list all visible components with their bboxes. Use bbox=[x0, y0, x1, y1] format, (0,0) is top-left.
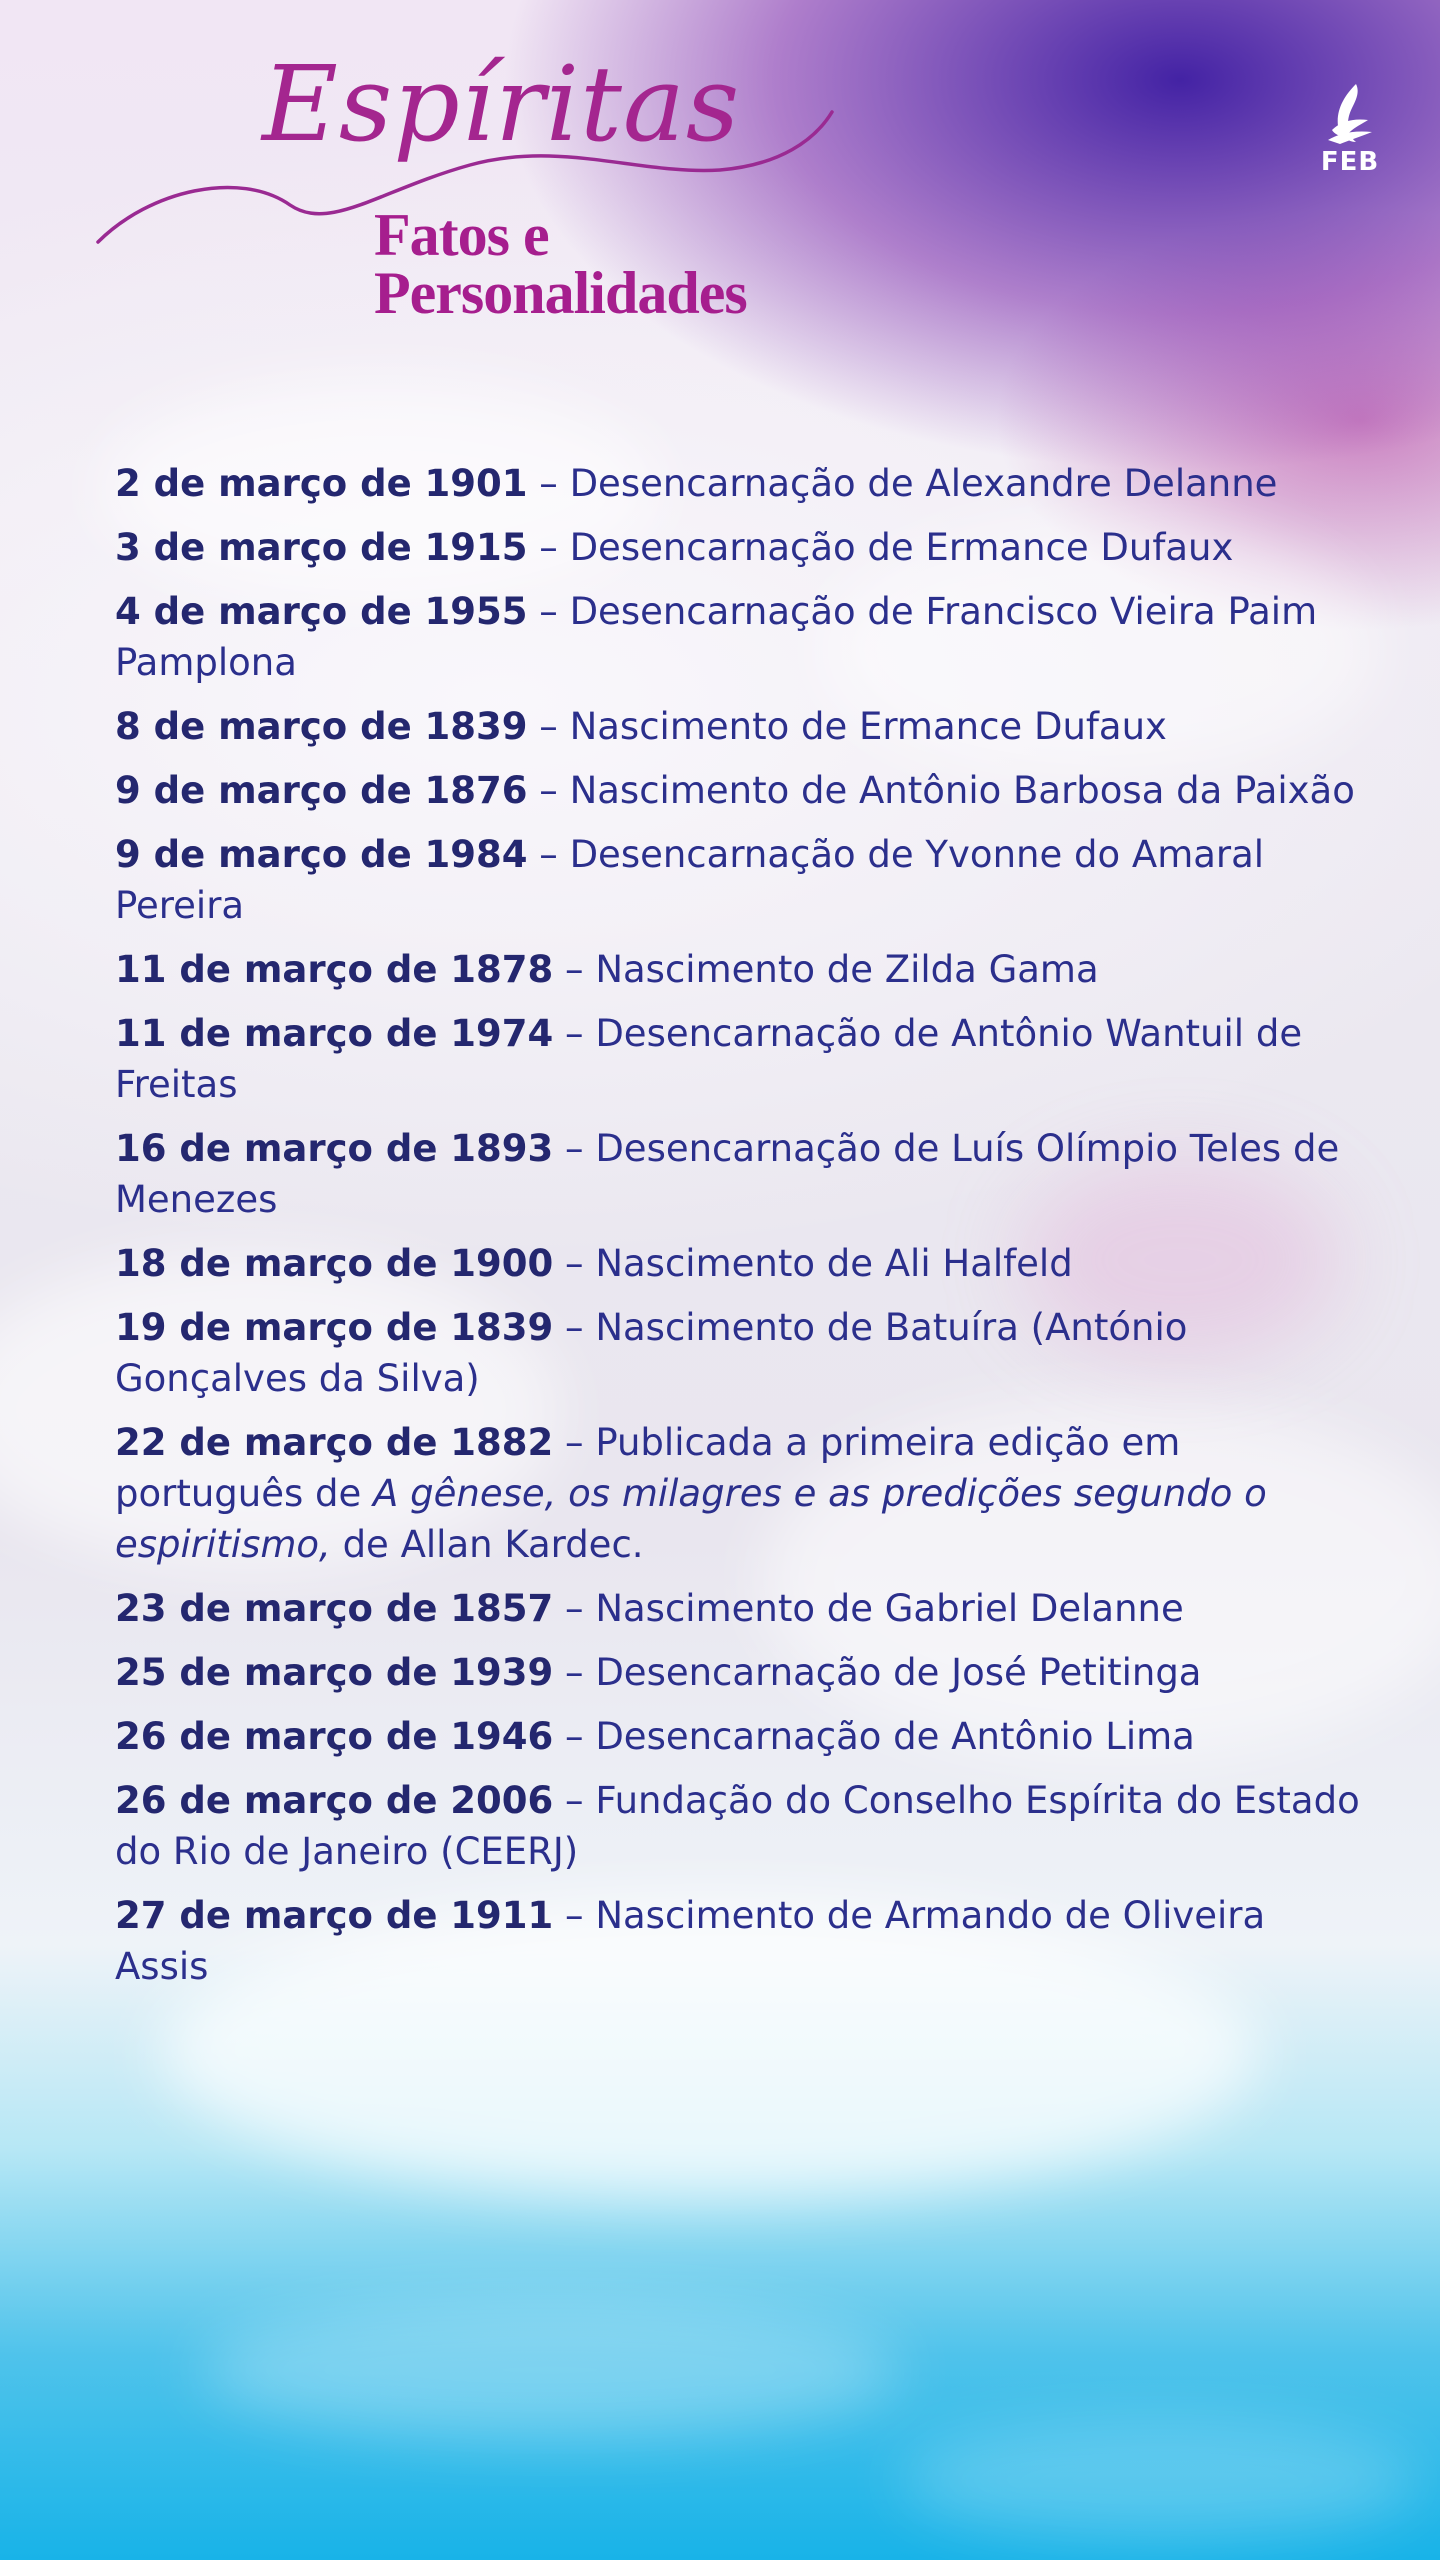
event-item bbox=[115, 458, 1365, 509]
logo-subtitle bbox=[374, 202, 747, 326]
event-description: Desencarnação de Luís Olímpio Teles de Menezes bbox=[115, 1127, 1340, 1221]
event-item bbox=[115, 1583, 1365, 1634]
feb-logo bbox=[1312, 82, 1388, 177]
event-separator: – bbox=[553, 1421, 596, 1464]
header bbox=[0, 0, 1440, 360]
event-separator: – bbox=[553, 1012, 596, 1055]
event-separator: – bbox=[527, 526, 570, 569]
event-separator: – bbox=[553, 1242, 596, 1285]
event-description: Desencarnação de Antônio Wantuil de Freitas bbox=[115, 1012, 1303, 1106]
event-item bbox=[115, 586, 1365, 688]
event-description: Nascimento de Batuíra (António Gonçalves da Silva) bbox=[115, 1306, 1188, 1400]
event-item bbox=[115, 1775, 1365, 1877]
logo-subtitle-line2: Personalidades bbox=[374, 260, 747, 326]
event-description: Nascimento de Ermance Dufaux bbox=[569, 705, 1167, 748]
event-item bbox=[115, 1123, 1365, 1225]
event-separator: – bbox=[553, 1715, 596, 1758]
event-item bbox=[115, 701, 1365, 752]
event-description-end: de Allan Kardec. bbox=[330, 1523, 644, 1566]
event-description: Desencarnação de Alexandre Delanne bbox=[569, 462, 1278, 505]
event-date: 23 de março de 1857 bbox=[115, 1587, 554, 1630]
event-item bbox=[115, 1647, 1365, 1698]
flame-icon bbox=[1322, 82, 1378, 144]
event-date: 2 de março de 1901 bbox=[115, 462, 528, 505]
event-separator: – bbox=[527, 462, 570, 505]
event-date: 9 de março de 1876 bbox=[115, 769, 528, 812]
event-date: 11 de março de 1974 bbox=[115, 1012, 554, 1055]
event-date: 26 de março de 1946 bbox=[115, 1715, 554, 1758]
cloud-decoration bbox=[900, 2420, 1420, 2540]
event-description: Nascimento de Ali Halfeld bbox=[595, 1242, 1073, 1285]
event-separator: – bbox=[553, 1306, 596, 1349]
event-date: 19 de março de 1839 bbox=[115, 1306, 554, 1349]
logo-title-script: Espíritas bbox=[262, 43, 741, 165]
feb-brand-text: FEB bbox=[1320, 147, 1380, 177]
event-date: 22 de março de 1882 bbox=[115, 1421, 554, 1464]
event-description: Desencarnação de Antônio Lima bbox=[595, 1715, 1195, 1758]
logo-subtitle-line1: Fatos e bbox=[374, 202, 549, 268]
event-date: 18 de março de 1900 bbox=[115, 1242, 554, 1285]
event-separator: – bbox=[553, 1587, 596, 1630]
event-date: 27 de março de 1911 bbox=[115, 1894, 554, 1937]
event-separator: – bbox=[527, 590, 570, 633]
event-description: Desencarnação de Francisco Vieira Paim Pamplona bbox=[115, 590, 1318, 684]
event-date: 25 de março de 1939 bbox=[115, 1651, 554, 1694]
events-list bbox=[115, 458, 1365, 2005]
event-date: 11 de março de 1878 bbox=[115, 948, 554, 991]
event-date: 16 de março de 1893 bbox=[115, 1127, 554, 1170]
event-separator: – bbox=[553, 1127, 596, 1170]
book-title: A gênese, os milagres e as predições segundo o espiritismo, bbox=[115, 1472, 1267, 1566]
event-separator: – bbox=[553, 1894, 596, 1937]
event-date: 3 de março de 1915 bbox=[115, 526, 528, 569]
event-description: Desencarnação de José Petitinga bbox=[595, 1651, 1202, 1694]
event-separator: – bbox=[527, 705, 570, 748]
event-item bbox=[115, 944, 1365, 995]
event-item bbox=[115, 1302, 1365, 1404]
event-description: Desencarnação de Yvonne do Amaral Pereira bbox=[115, 833, 1265, 927]
event-description: Desencarnação de Ermance Dufaux bbox=[569, 526, 1234, 569]
event-separator: – bbox=[527, 769, 570, 812]
event-date: 8 de março de 1839 bbox=[115, 705, 528, 748]
event-description: Fundação do Conselho Espírita do Estado do Rio de Janeiro (CEERJ) bbox=[115, 1779, 1360, 1873]
event-item bbox=[115, 1890, 1365, 1992]
event-item bbox=[115, 1711, 1365, 1762]
event-item bbox=[115, 1238, 1365, 1289]
event-date: 26 de março de 2006 bbox=[115, 1779, 554, 1822]
event-item bbox=[115, 765, 1365, 816]
event-description: Nascimento de Gabriel Delanne bbox=[595, 1587, 1184, 1630]
event-item bbox=[115, 522, 1365, 573]
event-description: Publicada a primeira edição em português de bbox=[115, 1421, 1181, 1515]
event-description: Nascimento de Zilda Gama bbox=[595, 948, 1099, 991]
event-separator: – bbox=[553, 1651, 596, 1694]
event-date: 9 de março de 1984 bbox=[115, 833, 528, 876]
event-separator: – bbox=[553, 948, 596, 991]
cloud-decoration bbox=[200, 2300, 900, 2440]
event-description: Nascimento de Antônio Barbosa da Paixão bbox=[569, 769, 1355, 812]
event-date: 4 de março de 1955 bbox=[115, 590, 528, 633]
event-item bbox=[115, 829, 1365, 931]
event-separator: – bbox=[553, 1779, 596, 1822]
event-separator: – bbox=[527, 833, 570, 876]
event-item bbox=[115, 1417, 1365, 1570]
event-item bbox=[115, 1008, 1365, 1110]
event-description: Nascimento de Armando de Oliveira Assis bbox=[115, 1894, 1266, 1988]
